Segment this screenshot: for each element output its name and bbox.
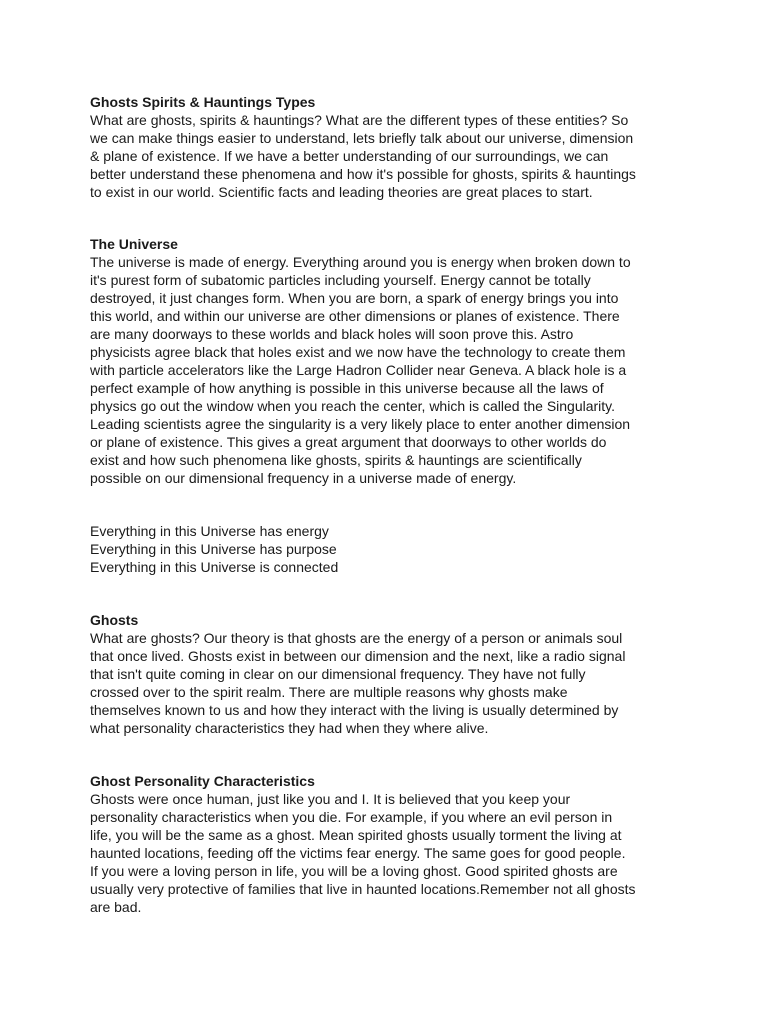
text-line: crossed over to the spirit realm. There are multiple reasons why ghosts make [90, 684, 568, 700]
text-line: Ghosts were once human, just like you and I. It is believed that you keep your [90, 791, 571, 807]
text-line: with particle accelerators like the Large Hadron Collider near Geneva. A black hole is a [90, 362, 627, 378]
spacer [90, 737, 690, 772]
section-heading: The Universe [90, 236, 178, 252]
spacer [90, 487, 690, 522]
text-line: usually very protective of families that live in haunted locations.Remember not all ghosts [90, 881, 636, 897]
text-line: what personality characteristics they had when they where alive. [90, 720, 489, 736]
text-line: that once lived. Ghosts exist in between our dimension and the next, like a radio signal [90, 648, 626, 664]
text-line: If you were a loving person in life, you will be a loving ghost. Good spirited ghosts are [90, 863, 618, 879]
text-line: Leading scientists agree the singularity is a very likely place to enter another dimension [90, 416, 631, 432]
text-line: are many doorways to these worlds and black holes will soon prove this. Astro [90, 326, 574, 342]
text-line: perfect example of how anything is possible in this universe because all the laws of [90, 380, 604, 396]
section-paragraph [90, 522, 690, 576]
text-line: better understand these phenomena and how it's possible for ghosts, spirits & hauntings [90, 166, 636, 182]
section-heading: Ghosts Spirits & Hauntings Types [90, 94, 316, 110]
text-line: it's purest form of subatomic particles including yourself. Energy cannot be totally [90, 272, 591, 288]
text-line: or plane of existence. This gives a great argument that doorways to other worlds do [90, 434, 607, 450]
text-line: this world, and within our universe are other dimensions or planes of existence. There [90, 308, 620, 324]
text-line: possible on our dimensional frequency in a universe made of energy. [90, 470, 517, 486]
text-line: Everything in this Universe has purpose [90, 541, 337, 557]
text-line: Everything in this Universe is connected [90, 559, 339, 575]
section-paragraph [90, 790, 690, 916]
spacer [90, 201, 690, 235]
text-line: What are ghosts, spirits & hauntings? What are the different types of these entities? So [90, 112, 629, 128]
text-line: What are ghosts? Our theory is that ghosts are the energy of a person or animals soul [90, 630, 623, 646]
spacer [90, 576, 690, 611]
section-the-universe [90, 235, 690, 487]
section-paragraph [90, 253, 690, 487]
text-line: physicists agree black that holes exist and we now have the technology to create them [90, 344, 626, 360]
text-line: are bad. [90, 899, 142, 915]
section-heading: Ghost Personality Characteristics [90, 773, 315, 789]
section-heading: Ghosts [90, 612, 139, 628]
text-line: to exist in our world. Scientific facts and leading theories are great places to start. [90, 184, 593, 200]
text-line: & plane of existence. If we have a better understanding of our surroundings, we can [90, 148, 609, 164]
text-line: Everything in this Universe has energy [90, 523, 329, 539]
text-line: destroyed, it just changes form. When you are born, a spark of energy brings you into [90, 290, 619, 306]
text-line: physics go out the window when you reach the center, which is called the Singularity. [90, 398, 616, 414]
text-line: haunted locations, feeding off the victims fear energy. The same goes for good people. [90, 845, 626, 861]
text-line: that isn't quite coming in clear on our dimensional frequency. They have not fully [90, 666, 586, 682]
section-universe-statements [90, 522, 690, 576]
document-page [90, 93, 690, 916]
section-paragraph [90, 629, 690, 737]
section-ghosts [90, 611, 690, 737]
text-line: The universe is made of energy. Everything around you is energy when broken down to [90, 254, 631, 270]
text-line: personality characteristics when you die. For example, if you where an evil person in [90, 809, 613, 825]
section-ghosts-spirits-hauntings-types [90, 93, 690, 201]
text-line: we can make things easier to understand, lets briefly talk about our universe, dimension [90, 130, 634, 146]
section-paragraph [90, 111, 690, 201]
text-line: exist and how such phenomena like ghosts, spirits & hauntings are scientifically [90, 452, 582, 468]
section-ghost-personality-characteristics [90, 772, 690, 916]
text-line: life, you will be the same as a ghost. Mean spirited ghosts usually torment the living at [90, 827, 622, 843]
text-line: themselves known to us and how they interact with the living is usually determined by [90, 702, 619, 718]
